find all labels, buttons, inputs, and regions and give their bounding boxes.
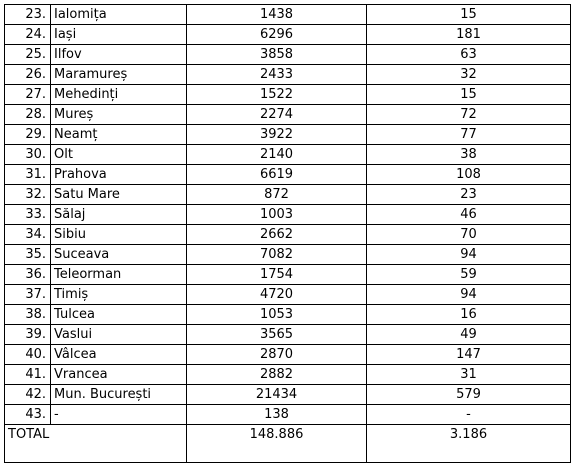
row-number: 27.	[5, 85, 51, 105]
county-name: Suceava	[51, 245, 187, 265]
value1-cell: 1003	[187, 205, 367, 225]
value1-cell: 3922	[187, 125, 367, 145]
table-row	[5, 65, 571, 85]
value2-cell: 23	[367, 185, 571, 205]
value2-cell: 579	[367, 385, 571, 405]
value1-cell: 138	[187, 405, 367, 425]
table-row	[5, 85, 571, 105]
value1-cell: 2433	[187, 65, 367, 85]
table-row	[5, 145, 571, 165]
value2-cell: 94	[367, 245, 571, 265]
county-name: Timiș	[51, 285, 187, 305]
row-number: 40.	[5, 345, 51, 365]
county-name: Olt	[51, 145, 187, 165]
table-row	[5, 245, 571, 265]
value2-cell: 46	[367, 205, 571, 225]
table-row	[5, 185, 571, 205]
total-row	[5, 425, 571, 463]
row-number: 25.	[5, 45, 51, 65]
row-number: 38.	[5, 305, 51, 325]
county-name: Iași	[51, 25, 187, 45]
value1-cell: 6619	[187, 165, 367, 185]
table-body	[5, 5, 571, 463]
county-name: Sibiu	[51, 225, 187, 245]
value2-cell: 94	[367, 285, 571, 305]
row-number: 32.	[5, 185, 51, 205]
value2-cell: 16	[367, 305, 571, 325]
county-name: Tulcea	[51, 305, 187, 325]
row-number: 34.	[5, 225, 51, 245]
row-number: 35.	[5, 245, 51, 265]
value1-cell: 2882	[187, 365, 367, 385]
county-name: Ialomița	[51, 5, 187, 25]
value2-cell: 108	[367, 165, 571, 185]
county-name: Mun. București	[51, 385, 187, 405]
row-number: 31.	[5, 165, 51, 185]
table-row	[5, 25, 571, 45]
value2-cell: 32	[367, 65, 571, 85]
county-name: Teleorman	[51, 265, 187, 285]
table-row	[5, 285, 571, 305]
table-row	[5, 405, 571, 425]
county-name: Prahova	[51, 165, 187, 185]
table-row	[5, 225, 571, 245]
value2-cell: 31	[367, 365, 571, 385]
row-number: 30.	[5, 145, 51, 165]
value2-cell: 49	[367, 325, 571, 345]
value2-cell: 147	[367, 345, 571, 365]
county-name: Neamț	[51, 125, 187, 145]
table-row	[5, 325, 571, 345]
row-number: 43.	[5, 405, 51, 425]
county-name: Mehedinți	[51, 85, 187, 105]
row-number: 29.	[5, 125, 51, 145]
value1-cell: 7082	[187, 245, 367, 265]
value2-cell: 77	[367, 125, 571, 145]
row-number: 33.	[5, 205, 51, 225]
table-row	[5, 345, 571, 365]
value1-cell: 6296	[187, 25, 367, 45]
county-name: Ilfov	[51, 45, 187, 65]
county-name: Mureș	[51, 105, 187, 125]
value1-cell: 1522	[187, 85, 367, 105]
total-value1: 148.886	[187, 425, 367, 463]
row-number: 36.	[5, 265, 51, 285]
row-number: 41.	[5, 365, 51, 385]
county-name: Vaslui	[51, 325, 187, 345]
value1-cell: 3565	[187, 325, 367, 345]
table-row	[5, 205, 571, 225]
value2-cell: 72	[367, 105, 571, 125]
value1-cell: 21434	[187, 385, 367, 405]
row-number: 39.	[5, 325, 51, 345]
value1-cell: 3858	[187, 45, 367, 65]
table-row	[5, 5, 571, 25]
county-name: Satu Mare	[51, 185, 187, 205]
value1-cell: 2274	[187, 105, 367, 125]
table-row	[5, 125, 571, 145]
row-number: 23.	[5, 5, 51, 25]
value1-cell: 872	[187, 185, 367, 205]
value2-cell: 63	[367, 45, 571, 65]
value1-cell: 4720	[187, 285, 367, 305]
row-number: 37.	[5, 285, 51, 305]
table-row	[5, 305, 571, 325]
value1-cell: 2870	[187, 345, 367, 365]
county-name: Maramureș	[51, 65, 187, 85]
county-name: -	[51, 405, 187, 425]
value2-cell: 181	[367, 25, 571, 45]
value2-cell: 15	[367, 5, 571, 25]
county-name: Vâlcea	[51, 345, 187, 365]
row-number: 28.	[5, 105, 51, 125]
row-number: 42.	[5, 385, 51, 405]
value1-cell: 2662	[187, 225, 367, 245]
total-value2: 3.186	[367, 425, 571, 463]
county-name: Sălaj	[51, 205, 187, 225]
value1-cell: 1754	[187, 265, 367, 285]
table-row	[5, 365, 571, 385]
table-row	[5, 265, 571, 285]
total-label: TOTAL	[5, 425, 187, 463]
value1-cell: 2140	[187, 145, 367, 165]
row-number: 24.	[5, 25, 51, 45]
value2-cell: 59	[367, 265, 571, 285]
table-row	[5, 165, 571, 185]
value2-cell: 38	[367, 145, 571, 165]
value1-cell: 1438	[187, 5, 367, 25]
row-number: 26.	[5, 65, 51, 85]
value2-cell: 70	[367, 225, 571, 245]
table-row	[5, 385, 571, 405]
county-name: Vrancea	[51, 365, 187, 385]
county-table	[4, 4, 571, 463]
value2-cell: -	[367, 405, 571, 425]
value1-cell: 1053	[187, 305, 367, 325]
table-row	[5, 105, 571, 125]
table-row	[5, 45, 571, 65]
value2-cell: 15	[367, 85, 571, 105]
